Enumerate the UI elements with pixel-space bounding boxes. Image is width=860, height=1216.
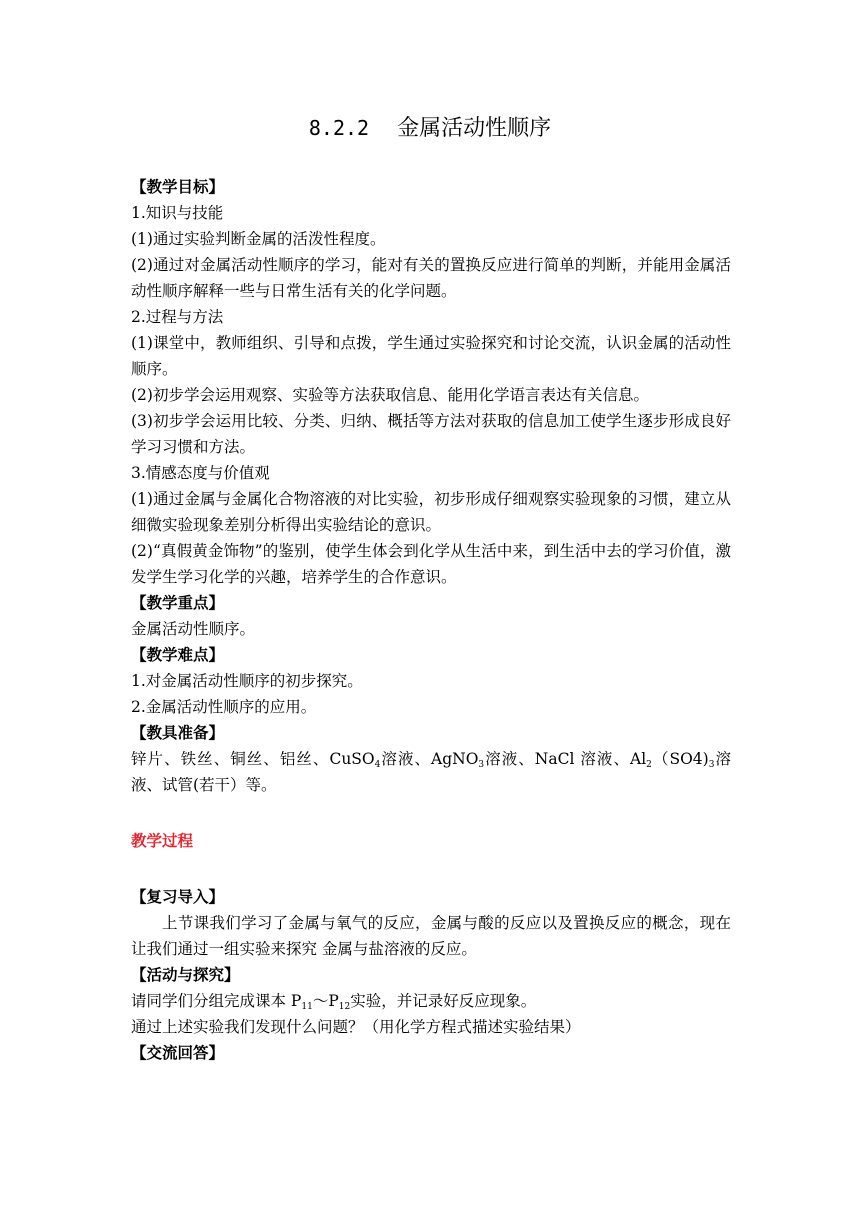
exchange-heading: 【交流回答】 bbox=[131, 1043, 225, 1062]
goal3-item1: (1)通过金属与金属化合物溶液的对比实验，初步形成仔细观察实验现象的习惯，建立从细微实验现象差别分析得出实验结论的意识。 bbox=[131, 490, 731, 534]
subscript: 4 bbox=[374, 760, 381, 770]
activity-text bbox=[131, 988, 731, 1014]
goal1-title: 1.知识与技能 bbox=[131, 204, 224, 222]
process-heading: 教学过程 bbox=[131, 831, 194, 850]
goal2-item1: (1)课堂中，教师组织、引导和点拨，学生通过实验探究和讨论交流，认识金属的活动性顺序。 bbox=[131, 334, 731, 378]
difficulty-heading: 【教学难点】 bbox=[131, 645, 225, 664]
page-title bbox=[0, 112, 860, 145]
goal2-title: 2.过程与方法 bbox=[131, 308, 224, 326]
goals-heading: 【教学目标】 bbox=[131, 177, 225, 196]
goal1-item2: (2)通过对金属活动性顺序的学习，能对有关的置换反应进行简单的判断，并能用金属活动性顺序解释一些与日常生活有关的化学问题。 bbox=[131, 256, 731, 300]
section-number: 8.2.2 bbox=[308, 116, 370, 140]
materials-text bbox=[131, 746, 731, 798]
materials-heading: 【教具准备】 bbox=[131, 723, 225, 742]
goal3-title: 3.情感态度与价值观 bbox=[131, 464, 270, 482]
activity-heading: 【活动与探究】 bbox=[131, 965, 240, 984]
title-text: 金属活动性顺序 bbox=[397, 116, 552, 141]
subscript: 3 bbox=[478, 760, 485, 770]
document-body bbox=[131, 174, 731, 1066]
materials-part: 溶液、NaCl 溶液、Al bbox=[484, 750, 647, 768]
question-text: 通过上述实验我们发现什么问题？（用化学方程式描述实验结果） bbox=[131, 1018, 581, 1036]
subscript: 11 bbox=[301, 1002, 313, 1012]
activity-part: ～P bbox=[312, 992, 339, 1010]
review-text: 上节课我们学习了金属与氧气的反应，金属与酸的反应以及置换反应的概念，现在让我们通过一组实验来探究 金属与盐溶液的反应。 bbox=[131, 914, 731, 958]
goal2-item3: (3)初步学会运用比较、分类、归纳、概括等方法对获取的信息加工使学生逐步形成良好学习习惯和方法。 bbox=[131, 412, 731, 456]
activity-part: 请同学们分组完成课本 P bbox=[131, 992, 302, 1010]
subscript: 12 bbox=[338, 1002, 351, 1012]
goal2-item2: (2)初步学会运用观察、实验等方法获取信息、能用化学语言表达有关信息。 bbox=[131, 386, 649, 404]
materials-part: （SO4) bbox=[651, 750, 709, 768]
materials-part: 锌片、铁丝、铜丝、铝丝、CuSO bbox=[131, 750, 375, 768]
subscript: 2 bbox=[646, 760, 652, 770]
review-heading: 【复习导入】 bbox=[131, 887, 225, 906]
materials-part: 溶液、试管(若干）等。 bbox=[131, 750, 731, 794]
difficulty-item2: 2.金属活动性顺序的应用。 bbox=[131, 698, 317, 716]
difficulty-item1: 1.对金属活动性顺序的初步探究。 bbox=[131, 672, 363, 690]
key-text: 金属活动性顺序。 bbox=[131, 620, 256, 638]
goal1-item1: (1)通过实验判断金属的活泼性程度。 bbox=[131, 230, 386, 248]
goal3-item2: (2)“真假黄金饰物”的鉴别，使学生体会到化学从生活中来，到生活中去的学习价值，激发学生学习化学的兴趣，培养学生的合作意识。 bbox=[131, 542, 731, 586]
key-heading: 【教学重点】 bbox=[131, 593, 225, 612]
activity-part: 实验，并记录好反应现象。 bbox=[350, 992, 537, 1010]
subscript: 3 bbox=[708, 760, 715, 770]
materials-part: 溶液、AgNO bbox=[380, 750, 479, 768]
